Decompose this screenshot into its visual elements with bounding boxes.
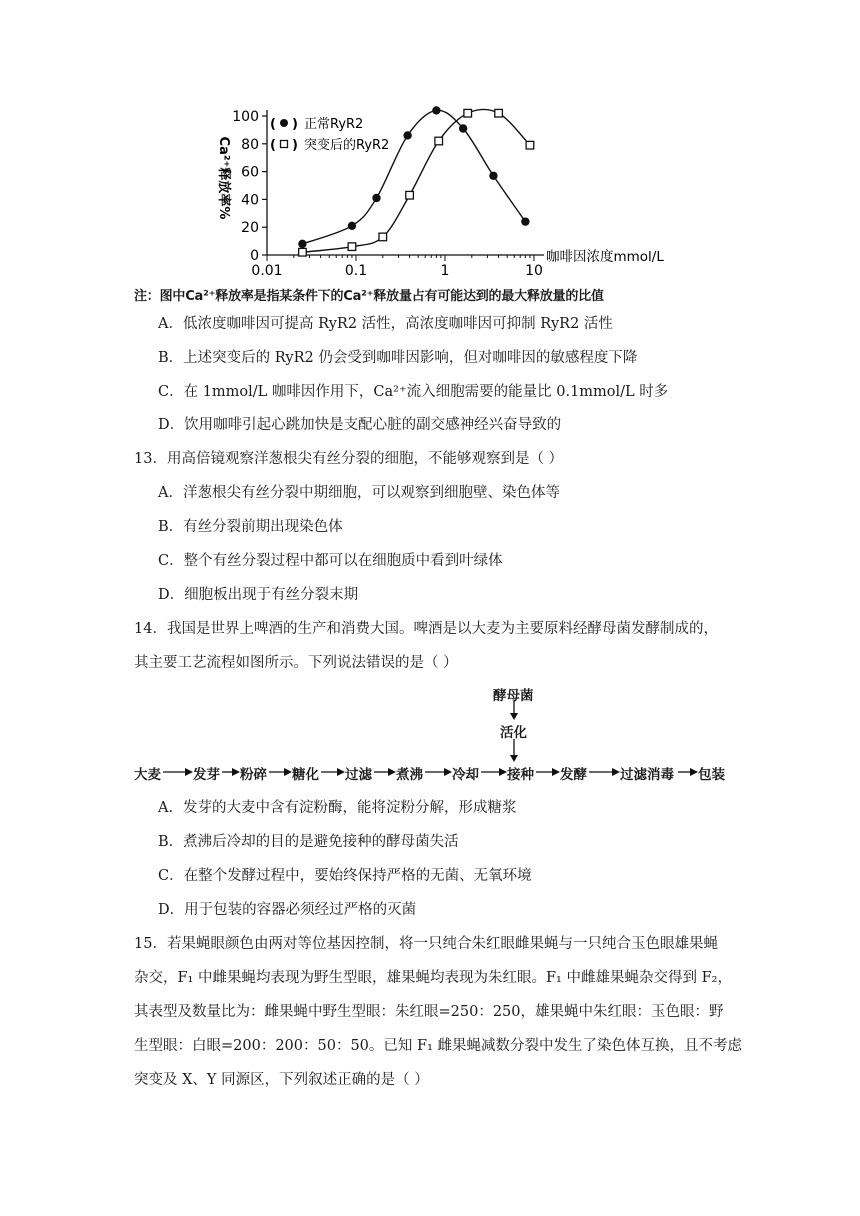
q15-line5: 突变及 X、Y 同源区，下列叙述正确的是（ ） (134, 1072, 429, 1088)
q14-stem-line1: 14．我国是世界上啤酒的生产和消费大国。啤酒是以大麦为主要原料经酵母菌发酵制成的， (134, 621, 718, 637)
legend-label-normal: 正常RyR2 (304, 117, 364, 132)
flow-step-cool: 冷却 (452, 767, 479, 783)
flow-yeast: 酵母菌 (493, 688, 534, 704)
legend-paren-close-2: ) (292, 138, 298, 153)
q13-option-a: A．洋葱根尖有丝分裂中期细胞，可以观察到细胞壁、染色体等 (158, 485, 560, 501)
data-point-mutant (348, 243, 356, 251)
flow-activate: 活化 (500, 725, 527, 741)
arrow-right-icon (337, 768, 345, 776)
flow-step-filter-sterilize: 过滤消毒 (620, 767, 674, 783)
legend-marker-mutant (281, 141, 288, 148)
flow-step-ferment: 发酵 (560, 767, 587, 783)
q13-option-c: C．整个有丝分裂过程中都可以在细胞质中看到叶绿体 (158, 553, 503, 569)
q14-option-d: D．用于包装的容器必须经过严格的灭菌 (158, 902, 417, 918)
legend-paren-open-1: ( (270, 117, 276, 132)
data-point-normal (432, 106, 440, 114)
arrow-right-icon (612, 768, 620, 776)
y-tick-label: 100 (232, 109, 259, 125)
chart-legend (270, 116, 389, 153)
y-tick-label: 20 (241, 220, 259, 237)
q13-option-d: D．细胞板出现于有丝分裂末期 (158, 587, 359, 603)
q12-option-d: D．饮用咖啡引起心跳加快是支配心脏的副交感神经兴奋导致的 (158, 417, 562, 433)
flow-arrows (0, 764, 860, 780)
y-tick-label: 40 (241, 192, 259, 209)
data-point-normal (372, 194, 380, 202)
data-point-normal (521, 217, 529, 225)
data-point-normal (459, 124, 467, 132)
data-point-mutant (464, 109, 472, 117)
y-tick-label: 80 (241, 136, 259, 153)
x-tick-label: 10 (525, 263, 543, 278)
data-point-mutant (299, 248, 307, 256)
y-tick-label: 0 (250, 248, 259, 264)
q15-line1: 15．若果蝇眼颜色由两对等位基因控制，将一只纯合朱红眼雌果蝇与一只纯合玉色眼雄果蝇 (134, 936, 718, 952)
flow-step-boil: 煮沸 (396, 767, 423, 783)
arrow-right-icon (499, 768, 507, 776)
data-point-normal (348, 222, 356, 230)
arrow-right-icon (444, 768, 452, 776)
arrow-right-icon (388, 768, 396, 776)
arrow-right-icon (185, 768, 193, 776)
legend-marker-normal (280, 119, 288, 127)
arrow-right-icon (690, 768, 698, 776)
flow-step-filter: 过滤 (345, 767, 372, 783)
x-tick-label: 1 (440, 263, 450, 278)
q13-option-b: B．有丝分裂前期出现染色体 (158, 519, 343, 535)
arrow-down-icon (508, 701, 520, 721)
q15-line3: 其表型及数量比为：雌果蝇中野生型眼：朱红眼=250：250，雄果蝇中朱红眼：玉色眼：野 (134, 1004, 724, 1020)
data-point-mutant (495, 109, 503, 117)
x-tick-label: 0.1 (344, 263, 368, 278)
flow-step-saccharify: 糖化 (292, 767, 319, 783)
arrow-right-icon (284, 768, 292, 776)
q15-line4: 生型眼：白眼=200：200：50：50。已知 F₁ 雌果蝇减数分裂中发生了染色体互换，且不考虑 (134, 1038, 742, 1054)
legend-paren-open-2: ( (270, 138, 276, 153)
q13-stem: 13．用高倍镜观察洋葱根尖有丝分裂的细胞，不能够观察到是（ ） (134, 451, 564, 467)
q12-option-c: C．在 1mmol/L 咖啡因作用下，Ca²⁺流入细胞需要的能量比 0.1mmol/L 时多 (158, 384, 669, 400)
y-axis-label: Ca²⁺释放率% (216, 136, 231, 220)
x-axis-label: 咖啡因浓度mmol/L (546, 249, 664, 265)
q15-line2: 杂交，F₁ 中雌果蝇均表现为野生型眼，雄果蝇均表现为朱红眼。F₁ 中雌雄果蝇杂交得到 F₂， (134, 970, 732, 986)
q12-option-b: B．上述突变后的 RyR2 仍会受到咖啡因影响，但对咖啡因的敏感程度下降 (158, 350, 638, 366)
flow-step-inoculate: 接种 (507, 767, 534, 783)
q14-option-b: B．煮沸后冷却的目的是避免接种的酵母菌失活 (158, 834, 459, 850)
data-point-mutant (526, 141, 534, 149)
chart-note: 注：图中Ca²⁺释放率是指某条件下的Ca²⁺释放量占有可能达到的最大释放量的比值 (134, 289, 604, 304)
x-tick-label: 0.01 (251, 263, 283, 278)
q12-option-a: A．低浓度咖啡因可提高 RyR2 活性，高浓度咖啡因可抑制 RyR2 活性 (158, 316, 613, 332)
calcium-release-chart (200, 98, 720, 278)
q14-option-a: A．发芽的大麦中含有淀粉酶，能将淀粉分解，形成糖浆 (158, 800, 517, 816)
flow-step-package: 包装 (698, 767, 725, 783)
q14-stem-line2: 其主要工艺流程如图所示。下列说法错误的是（ ） (134, 655, 458, 671)
data-point-normal (489, 172, 497, 180)
arrow-right-icon (232, 768, 240, 776)
arrow-right-icon (552, 768, 560, 776)
flow-step-germinate: 发芽 (193, 767, 220, 783)
chart-ticks (232, 109, 543, 278)
legend-label-mutant: 突变后的RyR2 (304, 138, 390, 153)
y-tick-label: 60 (241, 164, 259, 181)
data-point-mutant (435, 137, 443, 145)
legend-paren-close-1: ) (292, 117, 298, 132)
q14-option-c: C．在整个发酵过程中，要始终保持严格的无菌、无氧环境 (158, 868, 532, 884)
data-point-normal (298, 240, 306, 248)
data-point-mutant (406, 191, 414, 199)
arrow-down-icon (508, 739, 520, 763)
flow-step-barley: 大麦 (134, 767, 161, 783)
data-point-normal (403, 131, 411, 139)
flow-step-crush: 粉碎 (240, 767, 267, 783)
data-point-mutant (379, 233, 387, 241)
